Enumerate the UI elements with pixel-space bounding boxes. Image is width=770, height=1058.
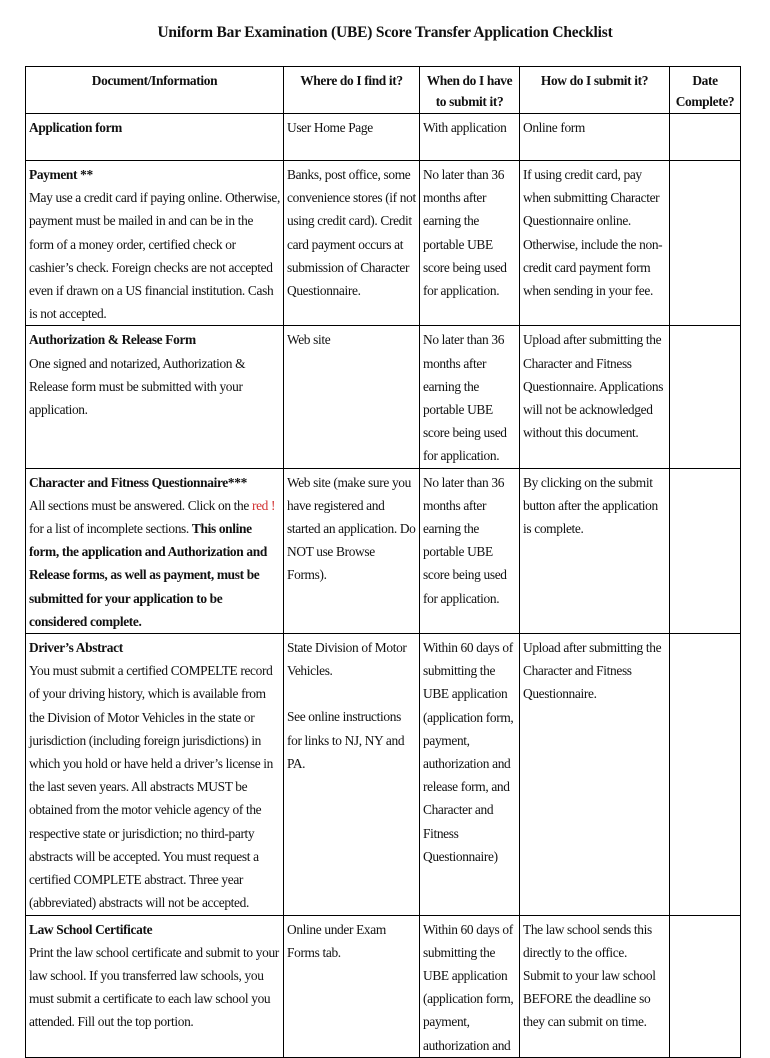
row-body: Print the law school certificate and submit to your law school. If you transferred law schools, you must submit a certificate to each law school you attended. Fill out the top portion. <box>29 944 279 1030</box>
date-cell[interactable] <box>670 468 741 633</box>
where-cell <box>284 634 420 915</box>
how-cell: Upload after submitting the Character and Fitness Questionnaire. <box>520 634 670 915</box>
spacer <box>287 682 416 705</box>
when-cell: No later than 36 months after earning the portable UBE score being used for application. <box>420 468 520 633</box>
header-how: How do I submit it? <box>520 67 670 114</box>
row-body-text: for a list of incomplete sections. <box>29 521 192 537</box>
when-cell: No later than 36 months after earning the portable UBE score being used for application. <box>420 326 520 468</box>
date-cell[interactable] <box>670 634 741 915</box>
row-body: One signed and notarized, Authorization & Release form must be submitted with your application. <box>29 355 246 418</box>
table-row <box>26 114 741 161</box>
row-body: May use a credit card if paying online. Otherwise, payment must be mailed in and can be in the form of a money order, certified check or cashier’s check. Foreign checks are not accepted even if drawn on a US financial institution. Cash is not accepted. <box>29 190 280 322</box>
red-exclamation-label: red ! <box>251 497 276 513</box>
where-cell: Online under Exam Forms tab. <box>284 915 420 1057</box>
row-body <box>29 498 275 629</box>
where-cell: User Home Page <box>284 114 420 161</box>
row-title: Application form <box>29 120 122 135</box>
where-cell: Web site (make sure you have registered and started an application. Do NOT use Browse Forms). <box>284 468 420 633</box>
row-title: Law School Certificate <box>29 921 153 937</box>
table-row <box>26 468 741 633</box>
date-cell[interactable] <box>670 326 741 468</box>
row-title: Payment ** <box>29 167 93 182</box>
where-cell: Web site <box>284 326 420 468</box>
when-cell: No later than 36 months after earning the portable UBE score being used for application. <box>420 161 520 326</box>
date-cell[interactable] <box>670 915 741 1057</box>
doc-cell <box>26 915 284 1057</box>
doc-cell <box>26 114 284 161</box>
when-cell: Within 60 days of submitting the UBE application (application form, payment, authorization and release form, and Character and Fitness Questionnaire) <box>420 634 520 915</box>
where-note: See online instructions for links to NJ, NY and PA. <box>287 709 405 771</box>
row-title: Character and Fitness Questionnaire*** <box>29 474 247 490</box>
when-cell: With application <box>420 114 520 161</box>
doc-cell <box>26 634 284 915</box>
where-text: State Division of Motor Vehicles. <box>287 640 407 679</box>
row-body-text: All sections must be answered. Click on the <box>29 497 252 513</box>
row-title: Authorization & Release Form <box>29 332 196 348</box>
date-cell[interactable] <box>670 161 741 326</box>
how-cell: If using credit card, pay when submitting Character Questionnaire online. Otherwise, include the non-credit card payment form when sending in your fee. <box>520 161 670 326</box>
how-cell: By clicking on the submit button after the application is complete. <box>520 468 670 633</box>
header-date: Date Complete? <box>670 67 741 114</box>
table-row <box>26 915 741 1057</box>
row-title: Driver’s Abstract <box>29 640 123 656</box>
how-cell: The law school sends this directly to the office. Submit to your law school BEFORE the deadline so they can submit on time. <box>520 915 670 1057</box>
page-title: Uniform Bar Examination (UBE) Score Transfer Application Checklist <box>157 24 613 41</box>
doc-cell <box>26 161 284 326</box>
doc-cell <box>26 326 284 468</box>
how-cell: Online form <box>520 114 670 161</box>
table-row <box>26 161 741 326</box>
table-row <box>26 634 741 915</box>
row-body-emphasis: This online form, the application and Authorization and Release forms, as well as payment, must be submitted for your application to be considered complete. <box>29 521 267 629</box>
how-cell: Upload after submitting the Character and Fitness Questionnaire. Applications will not be acknowledged without this document. <box>520 326 670 468</box>
date-cell[interactable] <box>670 114 741 161</box>
header-document: Document/Information <box>26 67 284 114</box>
where-cell: Banks, post office, some convenience stores (if not using credit card). Credit card payment occurs at submission of Character Questionnaire. <box>284 161 420 326</box>
header-row <box>26 67 741 114</box>
row-body: You must submit a certified COMPELTE record of your driving history, which is available from the Division of Motor Vehicles in the state or jurisdiction (including foreign jurisdictions) in which you hold or have held a driver’s license in the last seven years. All abstracts MUST be obtained from the motor vehicle agency of the respective state or jurisdiction; no third-party abstracts will be accepted. You must request a certified COMPLETE abstract. Three year (abbreviated) abstracts will not be accepted. <box>29 663 274 911</box>
header-where: Where do I find it? <box>284 67 420 114</box>
when-cell: Within 60 days of submitting the UBE application (application form, payment, authorization and <box>420 915 520 1057</box>
table-row <box>26 326 741 468</box>
doc-cell <box>26 468 284 633</box>
checklist-table <box>25 66 741 1058</box>
header-when: When do I have to submit it? <box>420 67 520 114</box>
